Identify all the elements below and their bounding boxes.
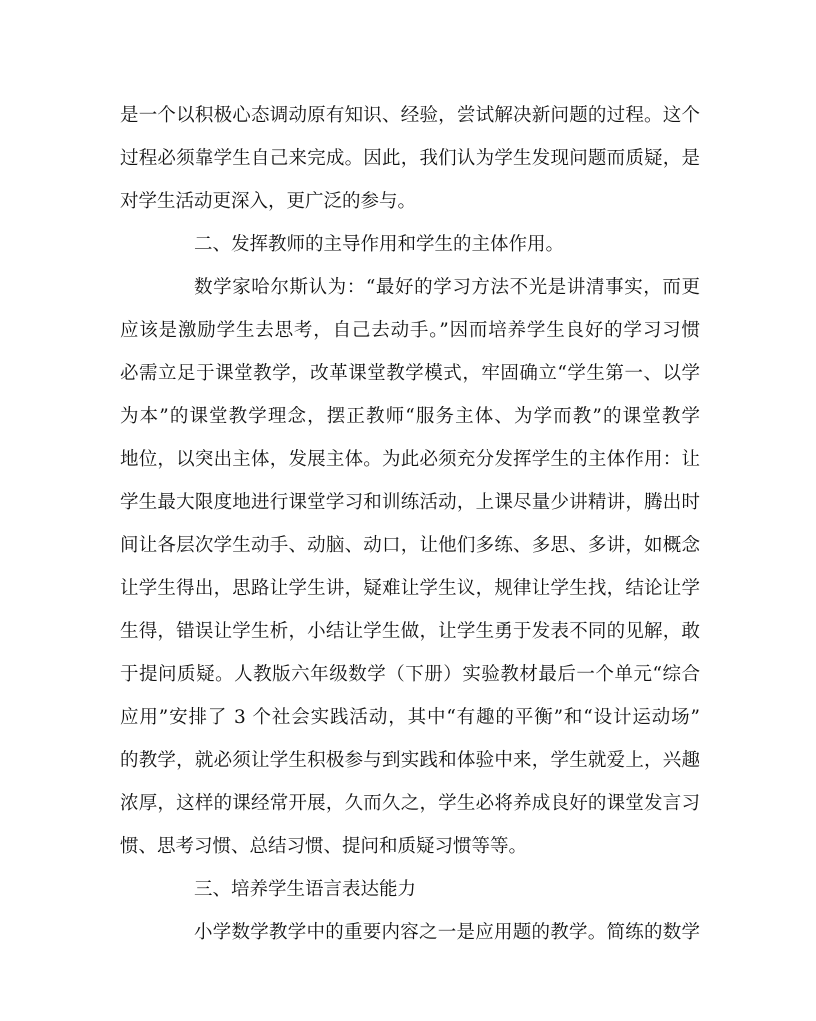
- paragraph-line: 学生最大限度地进行课堂学习和训练活动，上课尽量少讲精讲，腾出时: [120, 492, 700, 513]
- paragraph-line: 是一个以积极心态调动原有知识、经验，尝试解决新问题的过程。这个: [120, 105, 700, 126]
- paragraph-line: 于提问质疑。人教版六年级数学（下册）实验教材最后一个单元“综合: [120, 664, 700, 685]
- section-heading: 二、发挥教师的主导作用和学生的主体作用。: [194, 234, 565, 255]
- paragraph-line: 对学生活动更深入，更广泛的参与。: [120, 191, 417, 212]
- paragraph-line: 必需立足于课堂教学，改革课堂教学模式，牢固确立“学生第一、以学: [120, 363, 700, 384]
- paragraph-line: 过程必须靠学生自己来完成。因此，我们认为学生发现问题而质疑，是: [120, 148, 700, 169]
- paragraph-line: 小学数学教学中的重要内容之一是应用题的教学。简练的数学: [194, 922, 700, 943]
- paragraph-line: 生得，错误让学生析，小结让学生做，让学生勇于发表不同的见解，敢: [120, 621, 700, 642]
- paragraph-line: 应用”安排了 3 个社会实践活动，其中“有趣的平衡”和“设计运动场”: [120, 707, 700, 728]
- paragraph-line: 地位，以突出主体，发展主体。为此必须充分发挥学生的主体作用：让: [120, 449, 700, 470]
- paragraph-line: 惯、思考习惯、总结习惯、提问和质疑习惯等等。: [120, 836, 528, 857]
- paragraph-line: 为本”的课堂教学理念，摆正教师“服务主体、为学而教”的课堂教学: [120, 406, 700, 427]
- paragraph-line: 的教学，就必须让学生积极参与到实践和体验中来，学生就爱上，兴趣: [120, 750, 700, 771]
- paragraph-line: 数学家哈尔斯认为：“最好的学习方法不光是讲清事实，而更: [194, 277, 700, 298]
- paragraph-line: 应该是激励学生去思考，自己去动手。”因而培养学生良好的学习习惯: [120, 320, 700, 341]
- paragraph-line: 让学生得出，思路让学生讲，疑难让学生议，规律让学生找，结论让学: [120, 578, 700, 599]
- section-heading: 三、培养学生语言表达能力: [194, 879, 417, 900]
- paragraph-line: 间让各层次学生动手、动脑、动口，让他们多练、多思、多讲，如概念: [120, 535, 700, 556]
- paragraph-line: 浓厚，这样的课经常开展，久而久之，学生必将养成良好的课堂发言习: [120, 793, 700, 814]
